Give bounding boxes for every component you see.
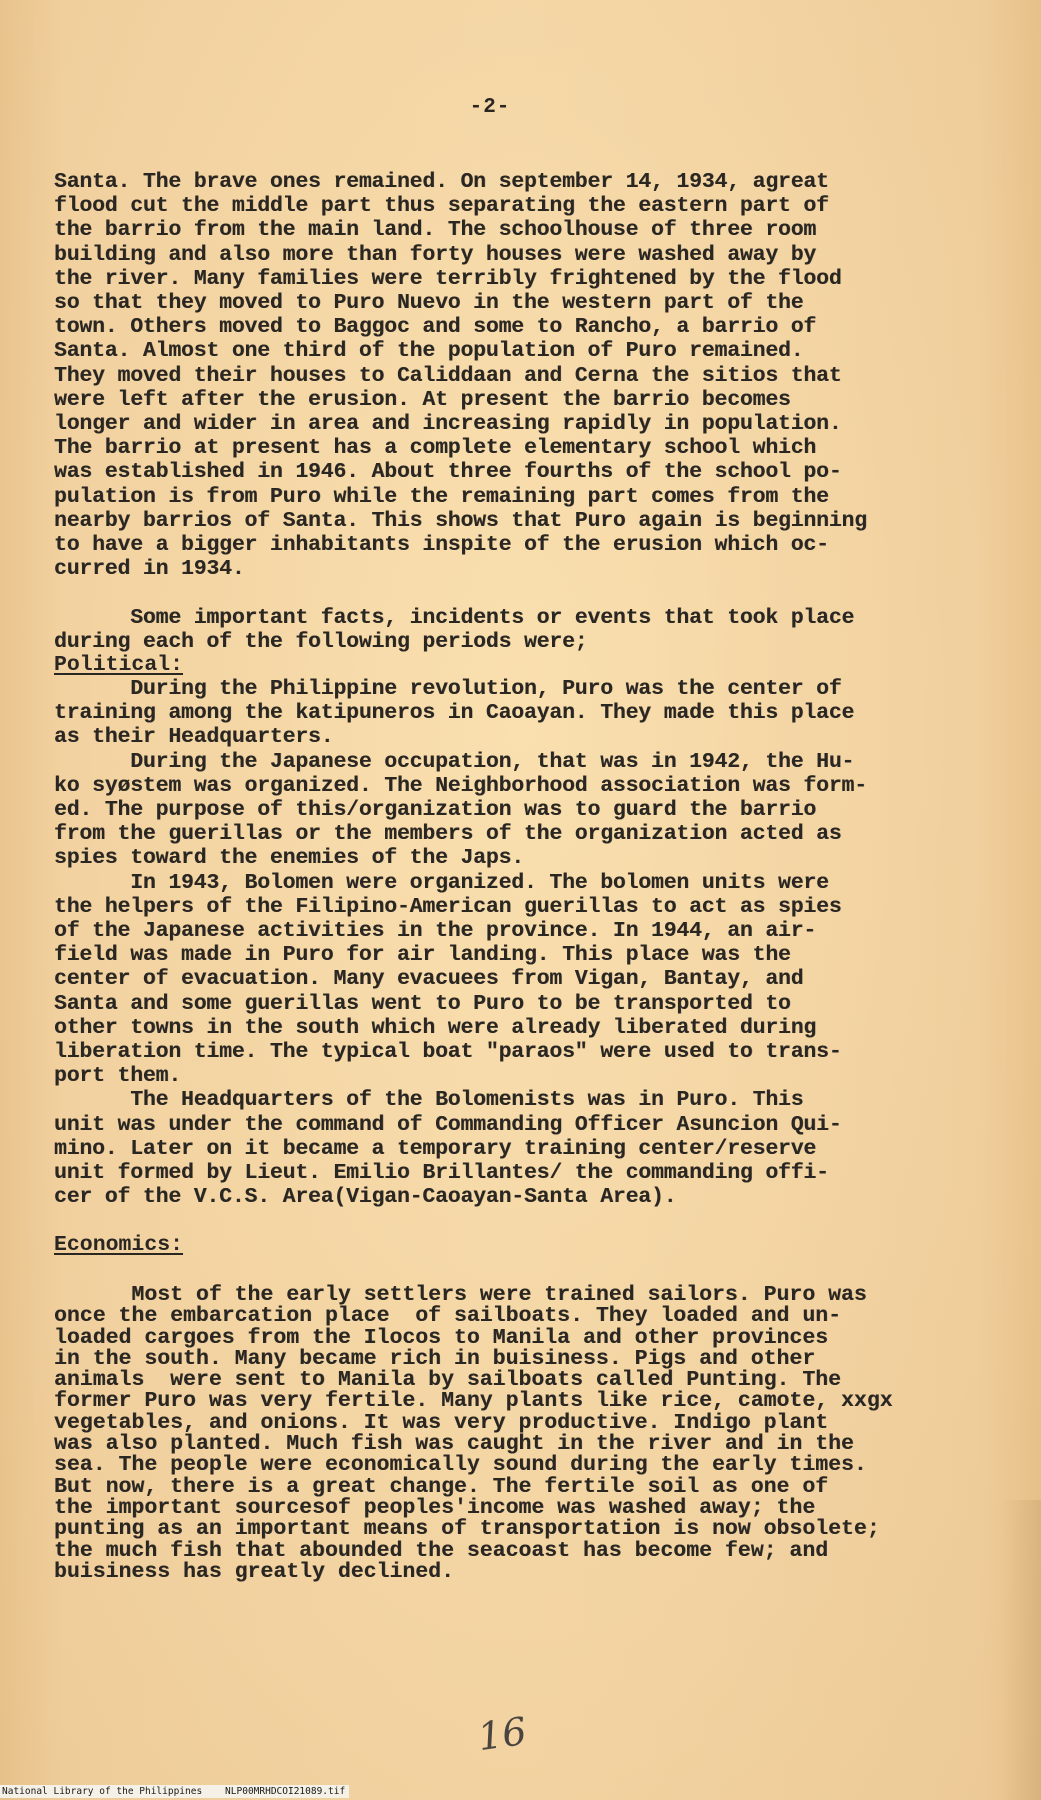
economic-paragraph: Most of the early settlers were trained sailors. Puro was once the embarcation place of sailboats. They loaded and un- loaded cargoes from the Ilocos to Manila and other provinces in the south. Many became rich in buisiness. Pigs and other animals were sent to Manila by sailboats called Punting. The former Puro was very fertile. Many plants like rice, camote, xxgx vegetables, and onions. It was very productive. Indigo plant was also planted. Much fish was caught in the river and in the sea. The people were economically sound during the early times. But now, there is a great change. The fertile soil as one of the important sourcesof peoples'income was washed away; the punting as an important means of transportation is now obsolete; the much fish that abounded the seacoast has become few; and buisiness has greatly declined.	[54, 1283, 893, 1584]
archive-footer: National Library of the Philippines NLP00MRHDCOI21089.tif	[0, 1785, 349, 1798]
page-edge-shadow	[1001, 1500, 1041, 1800]
handwritten-page-mark: 16	[475, 1708, 530, 1760]
political-heading: Political:	[54, 653, 184, 677]
page-number: -2-	[469, 96, 511, 119]
political-paragraph: During the Philippine revolution, Puro was the center of training among the katipuneros in Caoayan. They made this place as their Headquarters. During the Japanese occupation, that was in 1942, the Hu- ko syøstem was organized. The Neighborhood association was form- ed. The purpose of this/organization was to guard the barrio from the guerillas or the members of the organization acted as spies toward the enemies of the Japs. In 1943, Bolomen were organized. The bolomen units were the helpers of the Filipino-American guerillas to act as spies of the Japanese activities in the province. In 1944, an air- field was made in Puro for air landing. This place was the center of evacuation. Many evacuees from Vigan, Bantay, and Santa and some guerillas went to Puro to be transported to other towns in the south which were already liberated during liberation time. The typical boat "paraos" were used to trans- port them. The Headquarters of the Bolomenists was in Puro. This unit was under the command of Commanding Officer Asuncion Qui- mino. Later on it became a temporary training center/reserve unit formed by Lieut. Emilio Brillantes/ the commanding offi- cer of the V.C.S. Area(Vigan-Caoayan-Santa Area).	[54, 677, 867, 1210]
facts-intro-paragraph: Some important facts, incidents or events that took place during each of the following periods were;	[54, 606, 855, 655]
intro-paragraph: Santa. The brave ones remained. On september 14, 1934, agreat flood cut the middle part thus separating the eastern part of the barrio from the main land. The schoolhouse of three room building and also more than forty houses were washed away by the river. Many families were terribly frightened by the flood so that they moved to Puro Nuevo in the western part of the town. Others moved to Baggoc and some to Rancho, a barrio of Santa. Almost one third of the population of Puro remained. They moved their houses to Caliddaan and Cerna the sitios that were left after the erusion. At present the barrio becomes longer and wider in area and increasing rapidly in population. The barrio at present has a complete elementary school which was established in 1946. About three fourths of the school po- pulation is from Puro while the remaining part comes from the nearby barrios of Santa. This shows that Puro again is beginning to have a bigger inhabitants inspite of the erusion which oc- curred in 1934.	[54, 170, 867, 582]
economic-heading: Economics:	[54, 1233, 184, 1257]
